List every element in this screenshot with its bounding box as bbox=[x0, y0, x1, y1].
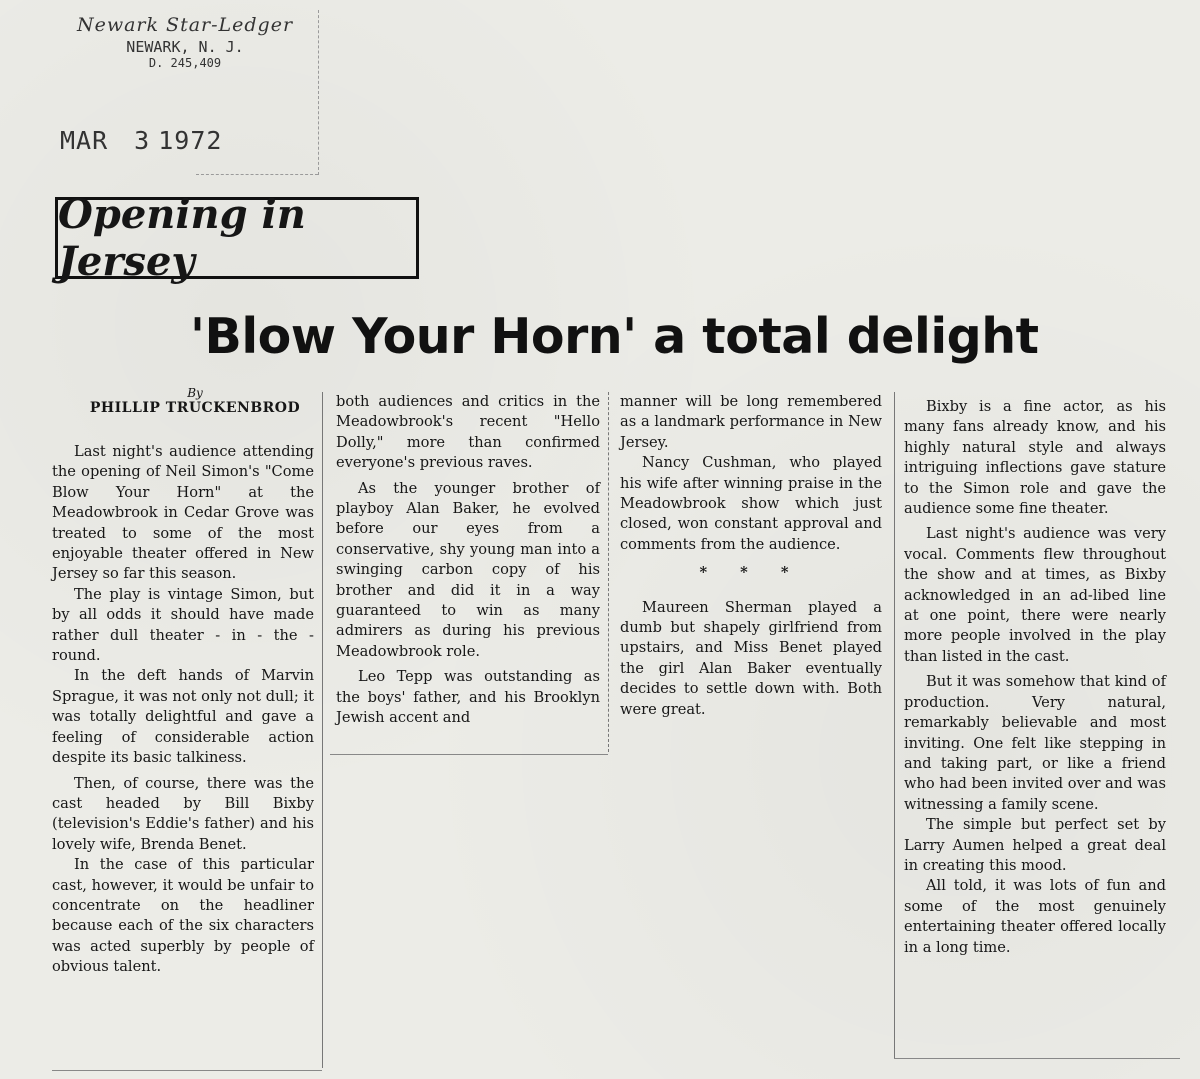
paragraph: Leo Tepp was outstanding as the boys' father, and his Brooklyn Jewish accent and bbox=[336, 668, 600, 727]
column-rule bbox=[894, 392, 895, 1058]
paragraph: Then, of course, there was the cast headed by Bill Bixby (television's Eddie's father) and his lovely wife, Brenda Benet. bbox=[52, 774, 314, 853]
column-rule-bottom bbox=[52, 1070, 322, 1071]
paragraph: But it was somehow that kind of production. Very natural, remarkably believable and most inviting. One felt like stepping in and taking part, or like a friend who had been invited over and was witnessing a family scene. bbox=[904, 673, 1166, 813]
paragraph: Last night's audience attending the opening of Neil Simon's "Come Blow Your Horn" at the Meadowbrook in Cedar Grove was treated to some of the most enjoyable theater offered in New Jersey so far this season. bbox=[52, 443, 314, 583]
stamp-date-day: 3 bbox=[134, 126, 151, 155]
clipping-service-stamp bbox=[60, 14, 310, 70]
paragraph: Last night's audience was very vocal. Comments flew throughout the show and at times, as Bixby acknowledged in an ad-libed line at one point, there were nearly more people involved in the play than listed in the cast. bbox=[904, 525, 1166, 665]
paragraph: In the deft hands of Marvin Sprague, it was not only not dull; it was totally delightful and gave a feeling of considerable action despite its basic talkiness. bbox=[52, 667, 314, 767]
paragraph: In the case of this particular cast, however, it would be unfair to concentrate on the headliner because each of the six characters was acted superbly by people of obvious talent. bbox=[52, 856, 314, 976]
paragraph: Bixby is a fine actor, as his many fans already know, and his highly natural style and always intriguing inflections gave stature to the Simon role and gave the audience some fine theater. bbox=[904, 398, 1166, 518]
kicker-text: Opening in Jersey bbox=[58, 191, 306, 285]
article-column-4 bbox=[904, 397, 1166, 958]
paragraph: All told, it was lots of fun and some of the most genuinely entertaining theater offered locally in a long time. bbox=[904, 877, 1166, 956]
byline-author: PHILLIP TRUCKENBROD bbox=[89, 400, 301, 416]
stamp-border-vertical bbox=[318, 10, 319, 175]
paragraph: Nancy Cushman, who played his wife after winning praise in the Meadowbrook show which just closed, won constant approval and comments from the audience. bbox=[620, 454, 882, 553]
column-rule bbox=[322, 392, 323, 1068]
kicker-box bbox=[55, 191, 419, 285]
stamp-date-month: MAR bbox=[60, 126, 109, 155]
section-break: * * * bbox=[699, 564, 803, 582]
paragraph: The simple but perfect set by Larry Aumen helped a great deal in creating this mood. bbox=[904, 816, 1166, 874]
byline bbox=[75, 386, 315, 416]
stamp-paper-name: Newark Star-Ledger bbox=[76, 14, 294, 36]
stamp-date bbox=[60, 126, 248, 155]
paragraph: The play is vintage Simon, but by all odds it should have made rather dull theater - in - the - round. bbox=[52, 585, 314, 665]
paragraph: manner will be long remembered as a landmark performance in New Jersey. bbox=[620, 393, 882, 451]
column-rule-bottom bbox=[894, 1058, 1180, 1059]
paragraph: As the younger brother of playboy Alan Baker, he evolved before our eyes from a conservative, shy young man into a swinging carbon copy of his brother and did it in a way guaranteed to win as many admirers as during his previous Meadowbrook role. bbox=[336, 479, 600, 660]
stamp-city: NEWARK, N. J. bbox=[126, 38, 244, 56]
stamp-border-horizontal bbox=[196, 174, 318, 175]
stamp-date-year: 1972 bbox=[158, 126, 223, 155]
column-rule-bottom bbox=[330, 754, 608, 755]
byline-by: By bbox=[187, 386, 203, 400]
column-rule bbox=[608, 392, 609, 752]
stamp-circulation: D. 245,409 bbox=[148, 56, 222, 70]
paragraph: Maureen Sherman played a dumb but shapely girlfriend from upstairs, and Miss Benet played the girl Alan Baker eventually decides to settle down with. Both were great. bbox=[620, 598, 882, 718]
article-column-1 bbox=[52, 442, 314, 978]
article-column-2 bbox=[336, 392, 600, 729]
headline: 'Blow Your Horn' a total delight bbox=[190, 308, 1039, 365]
article-column-3 bbox=[620, 392, 882, 720]
paragraph: both audiences and critics in the Meadowbrook's recent "Hello Dolly," more than confirmed everyone's previous raves. bbox=[336, 393, 600, 472]
